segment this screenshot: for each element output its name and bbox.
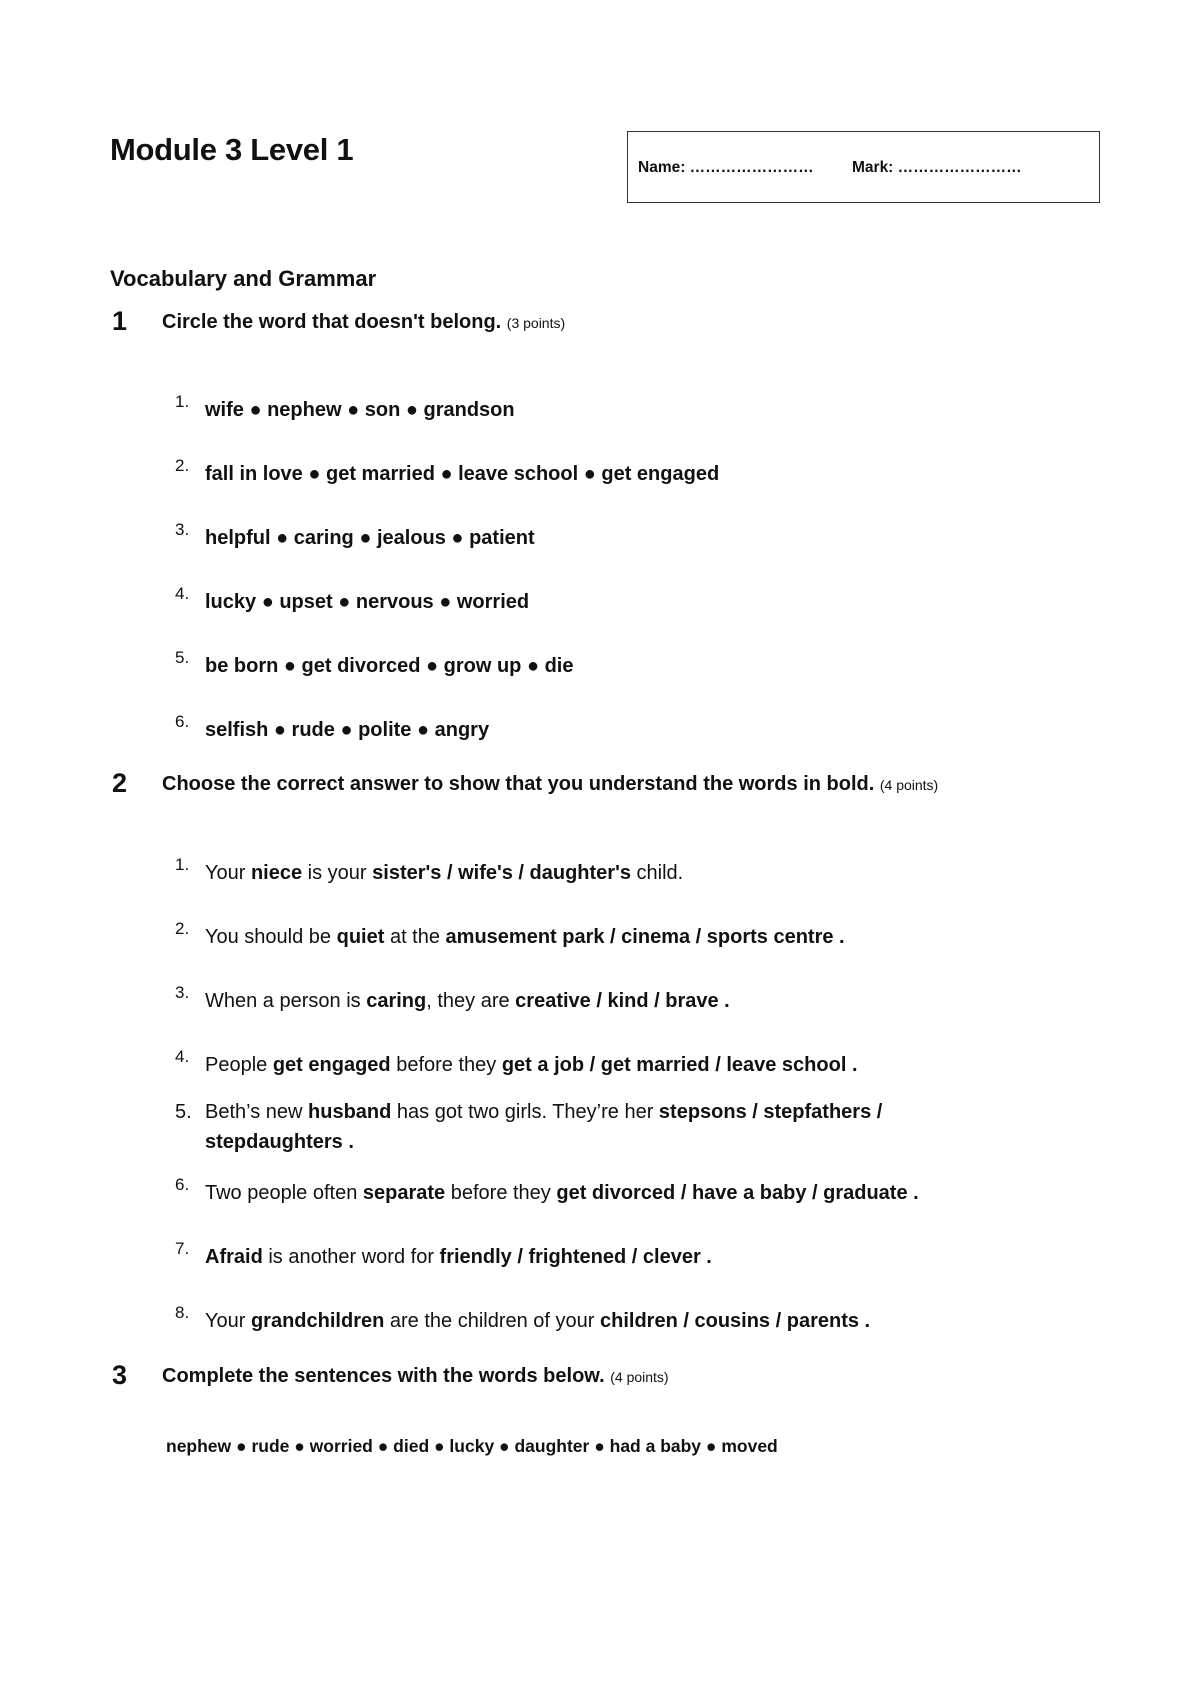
q2-item (175, 855, 683, 885)
q2-item (175, 1175, 919, 1205)
question-2-points: (4 points) (879, 777, 939, 793)
q2-item-text: Your (205, 862, 251, 884)
q2-item-text: before they (445, 1182, 557, 1204)
question-3-text: Complete the sentences with the words below. (162, 1365, 605, 1387)
q2-item (175, 919, 845, 949)
q2-item-number: 3. (175, 983, 190, 1002)
q2-item-number: 1. (175, 855, 190, 874)
question-2-instruction (162, 773, 938, 796)
question-2-number: 2 (112, 768, 128, 798)
q2-item-keyword: husband (308, 1101, 392, 1123)
q2-item (175, 1101, 882, 1124)
name-field-label: Name: …………………… (638, 159, 814, 176)
q2-item-continuation (205, 1131, 354, 1154)
name-mark-box (627, 131, 1100, 203)
question-3-points: (4 points) (610, 1369, 669, 1385)
q1-item (175, 392, 515, 422)
q1-item-text: wife ● nephew ● son ● grandson (205, 399, 515, 421)
q2-item-text: . (342, 1131, 354, 1153)
q2-item-text: . (907, 1182, 919, 1204)
q2-item-options: amusement park / cinema / sports centre (445, 926, 834, 948)
q2-item (175, 1047, 858, 1077)
q2-item-keyword: Afraid (205, 1246, 263, 1268)
q2-item (175, 1239, 712, 1269)
q2-item-text: . (858, 1310, 871, 1332)
question-1-text: Circle the word that doesn't belong. (162, 311, 502, 333)
q1-item (175, 456, 719, 486)
q2-item-options: creative / kind / brave (515, 990, 719, 1012)
q1-item-text: selfish ● rude ● polite ● angry (205, 719, 490, 741)
q2-item-text: Your (205, 1310, 251, 1332)
mark-field-label: Mark: …………………… (852, 159, 1022, 176)
q2-item-keyword: quiet (336, 926, 385, 948)
q2-item-text: Beth’s new (205, 1101, 309, 1123)
q2-item-text: is another word for (262, 1246, 440, 1268)
q1-item-text: fall in love ● get married ● leave school ● get engaged (205, 463, 720, 485)
q1-item-number: 5. (175, 648, 190, 667)
q2-item-options: get divorced / have a baby / graduate (556, 1182, 908, 1204)
q2-item-keyword: caring (366, 990, 427, 1012)
question-1-instruction (162, 311, 565, 334)
question-3-instruction (162, 1365, 669, 1388)
question-3-number: 3 (112, 1360, 128, 1390)
q2-item-text: has got two girls. They’re her (391, 1101, 659, 1123)
q1-item-number: 6. (175, 712, 190, 731)
question-1-number: 1 (112, 306, 128, 336)
question-2-text: Choose the correct answer to show that you understand the words in bold. (162, 773, 875, 795)
q2-item-options: get a job / get married / leave school (501, 1054, 847, 1076)
q2-item-text: When a person is (205, 990, 367, 1012)
q2-item-text: at the (384, 926, 446, 948)
q2-item-text: before they (390, 1054, 502, 1076)
q2-item-keyword: separate (362, 1182, 446, 1204)
q1-item-text: helpful ● caring ● jealous ● patient (205, 527, 535, 549)
q2-item-keyword: niece (250, 862, 303, 884)
q2-item-number: 8. (175, 1303, 190, 1322)
q2-item-text: . (700, 1246, 712, 1268)
q1-item-text: lucky ● upset ● nervous ● worried (205, 591, 530, 613)
q1-item-number: 2. (175, 456, 190, 475)
q2-item-keyword: get engaged (272, 1054, 391, 1076)
q2-item-number: 6. (175, 1175, 190, 1194)
q2-item-text: child. (630, 862, 684, 884)
q2-item-options: children / cousins / parents (600, 1310, 859, 1332)
page-title: Module 3 Level 1 (110, 132, 354, 167)
q2-item-text: . (718, 990, 730, 1012)
q1-item-number: 4. (175, 584, 190, 603)
q2-item-number: 4. (175, 1047, 190, 1066)
q1-item (175, 712, 489, 742)
q1-item-number: 3. (175, 520, 190, 539)
q1-item-number: 1. (175, 392, 190, 411)
q1-item (175, 520, 535, 550)
q2-item-number: 7. (175, 1239, 190, 1258)
q2-item-options: sister's / wife's / daughter's (372, 862, 631, 884)
q2-item (175, 983, 730, 1013)
q2-item-options: friendly / frightened / clever (439, 1246, 701, 1268)
q2-item-text: , they are (426, 990, 516, 1012)
q2-item (175, 1303, 870, 1333)
q1-item (175, 584, 529, 614)
section-title: Vocabulary and Grammar (110, 266, 377, 291)
q2-item-text: are the children of your (384, 1310, 601, 1332)
q2-item-text: . (846, 1054, 858, 1076)
q2-item-options: stepsons / stepfathers / (658, 1101, 883, 1123)
q2-item-text: Two people often (205, 1182, 363, 1204)
q2-item-number: 2. (175, 919, 190, 938)
q2-item-text: . (833, 926, 845, 948)
word-bank: nephew ● rude ● worried ● died ● lucky ● daughter ● had a baby ● moved (166, 1436, 778, 1456)
q1-item-text: be born ● get divorced ● grow up ● die (205, 655, 574, 677)
q1-item (175, 648, 574, 678)
q2-item-number: 5. (175, 1101, 192, 1123)
question-1-points: (3 points) (506, 315, 566, 331)
q2-item-text: You should be (205, 926, 337, 948)
q2-item-text: is your (302, 862, 373, 884)
q2-item-keyword: grandchildren (250, 1310, 385, 1332)
q2-item-options: stepdaughters (205, 1131, 343, 1153)
q2-item-text: People (205, 1054, 273, 1076)
